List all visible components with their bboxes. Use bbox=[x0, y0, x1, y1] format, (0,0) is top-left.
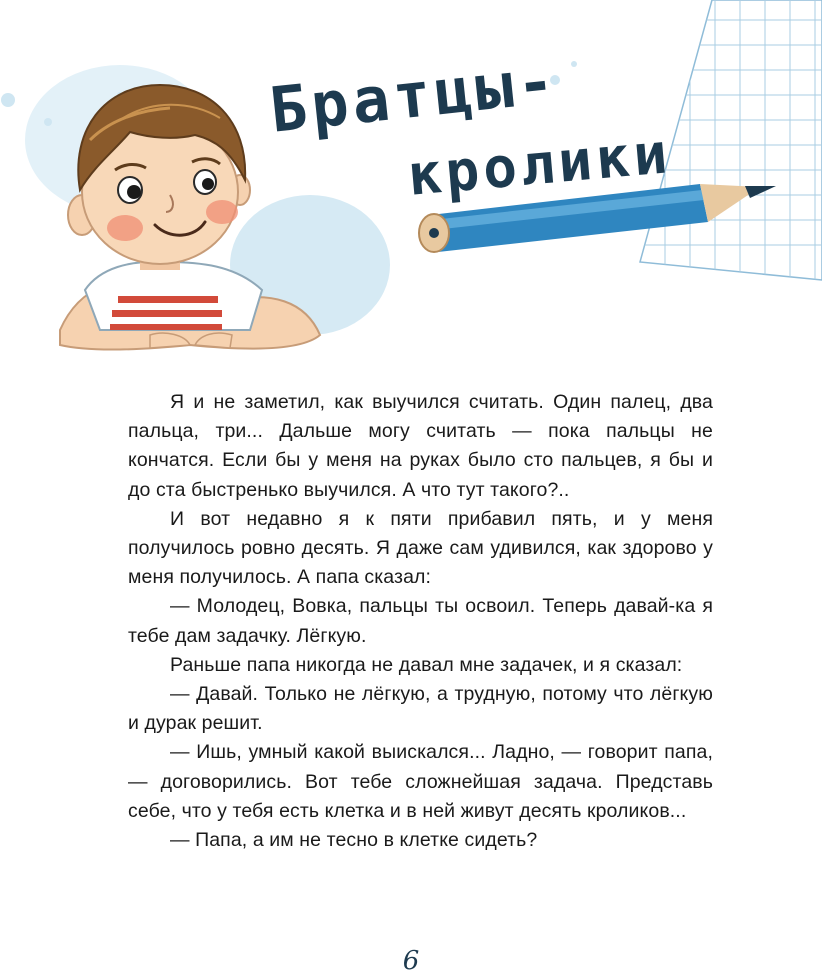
page-number: 6 bbox=[402, 946, 420, 976]
paragraph: — Давай. Только не лёгкую, а трудную, потому что лёгкую и дурак решит. bbox=[128, 683, 713, 735]
paragraph: — Ишь, умный какой выискался... Ладно, — говорит папа, — договорились. Вот тебе сложнейшая задача. Представь себе, что у тебя есть клетка и в ней живут десять кроликов... bbox=[128, 741, 713, 822]
chapter-title-line-1: Братцы- bbox=[266, 43, 562, 147]
paragraph: Я и не заметил, как выучился считать. Один палец, два пальца, три... Дальше могу считать — пока пальцы не кончатся. Если бы у меня на руках было сто пальцев, я бы и до ста быстренько выучился. А что тут такого?.. bbox=[128, 391, 713, 501]
story-text bbox=[128, 388, 713, 855]
chapter-title-line-2: кролики bbox=[405, 121, 674, 209]
paragraph: И вот недавно я к пяти прибавил пять, и у меня получилось ровно десять. Я даже сам удивился, как здорово у меня получилось. А папа сказал: bbox=[128, 507, 713, 589]
paragraph: Раньше папа никогда не давал мне задачек, и я сказал: bbox=[170, 653, 683, 676]
chapter-title bbox=[258, 43, 678, 224]
paragraph: — Молодец, Вовка, пальцы ты освоил. Теперь давай-ка я тебе дам задачку. Лёгкую. bbox=[128, 595, 713, 647]
paragraph: — Папа, а им не тесно в клетке сидеть? bbox=[170, 829, 538, 852]
